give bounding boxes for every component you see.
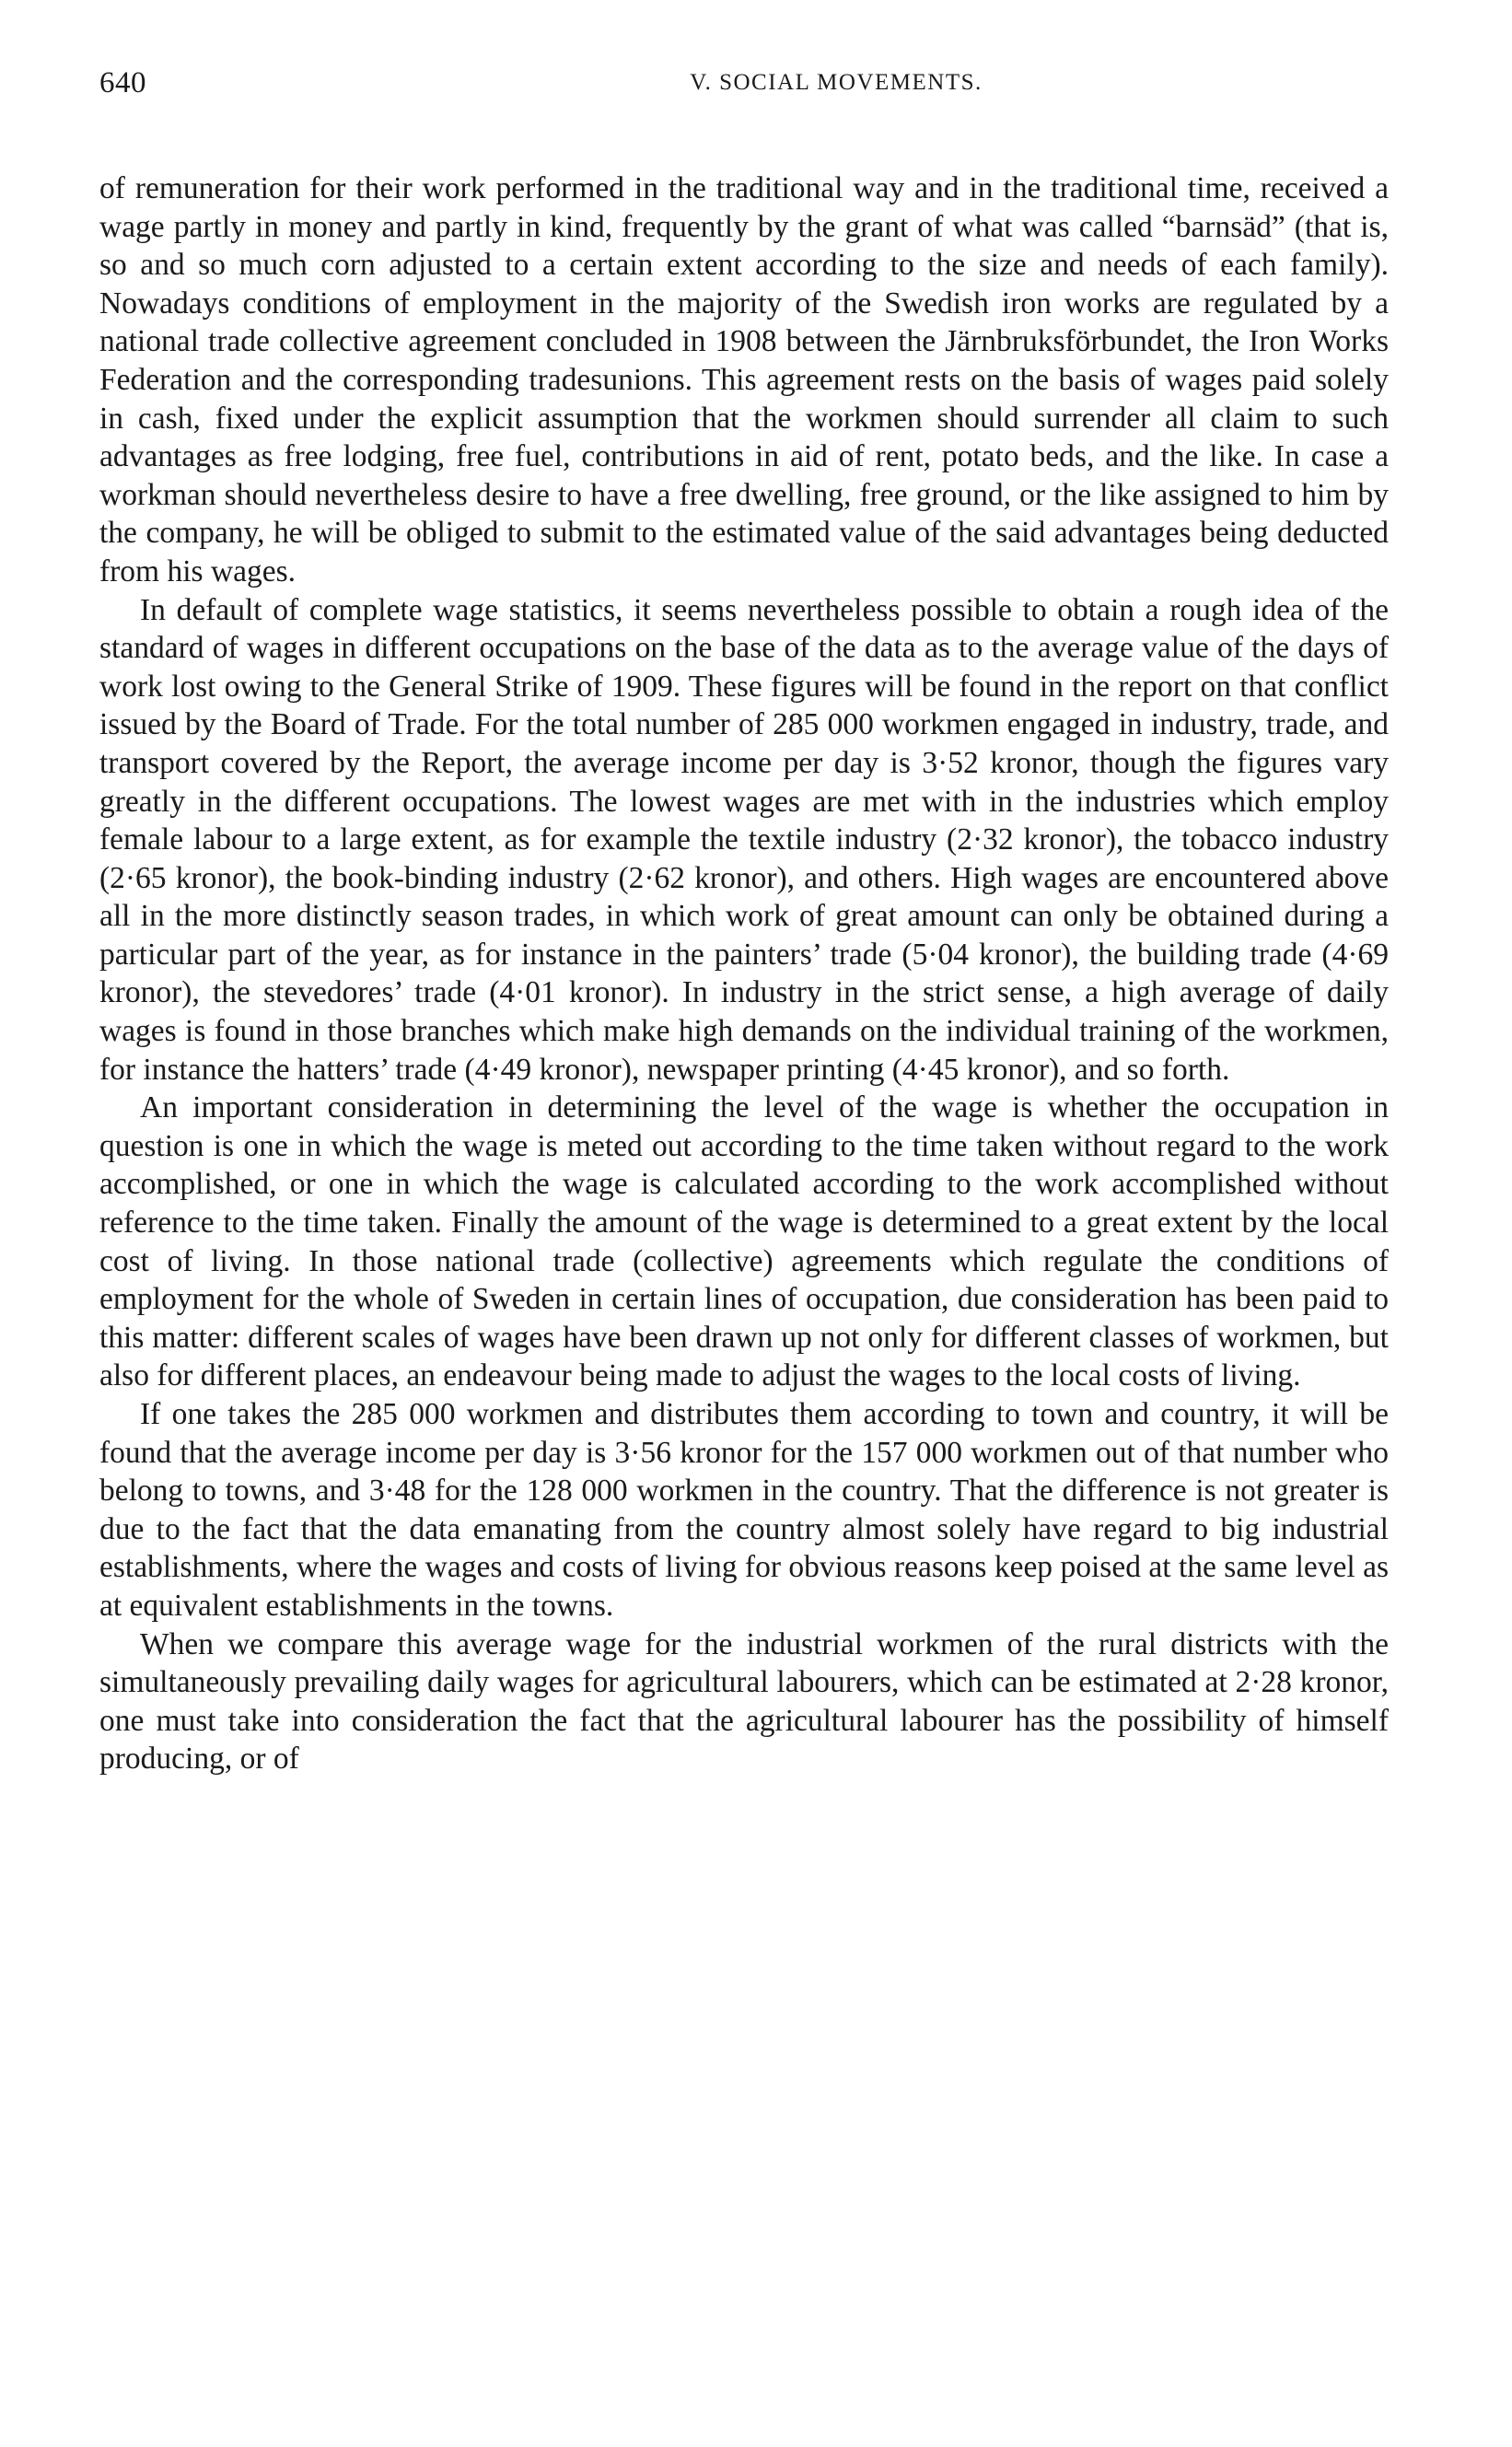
page-number: 640 <box>99 66 146 99</box>
chapter-title: V. SOCIAL MOVEMENTS. <box>690 70 983 95</box>
body-text <box>99 169 1389 1778</box>
paragraph: When we compare this average wage for the industrial workmen of the rural districts with the simultaneously prevailing daily wages for agricultural labourers, which can be estimated at 2·28 kronor, one must take into consideration the fact that the agricultural labourer has the possibility of himself producing, or of <box>99 1626 1389 1777</box>
paragraph: An important consideration in determining the level of the wage is whether the occupation in question is one in which the wage is meted out according to the time taken without regard to the work accomplished, or one in which the wage is calculated according to the work accomplished without reference to the time taken. Finally the amount of the wage is determined to a great extent by the local cost of living. In those national trade (collective) agreements which regulate the conditions of employment for the whole of Sweden in certain lines of occupation, due consideration has been paid to this matter: different scales of wages have been drawn up not only for different classes of workmen, but also for different places, an endeavour being made to adjust the wages to the local costs of living. <box>99 1090 1389 1393</box>
book-page <box>99 66 1389 1778</box>
paragraph: of remuneration for their work performed in the traditional way and in the traditional time, received a wage partly in money and partly in kind, frequently by the grant of what was called “barnsäd” (that is, so and so much corn adjusted to a certain extent according to the size and needs of each family). Nowadays conditions of employment in the majority of the Swedish iron works are regulated by a national trade collective agreement concluded in 1908 between the Järnbruksförbundet, the Iron Works Federation and the corresponding tradesunions. This agreement rests on the basis of wages paid solely in cash, fixed under the explicit assumption that the workmen should surrender all claim to such advantages as free lodging, free fuel, contributions in aid of rent, potato beds, and the like. In case a workman should nevertheless desire to have a free dwelling, free ground, or the like assigned to him by the company, he will be obliged to submit to the estimated value of the said advantages being deducted from his wages. <box>99 171 1389 588</box>
paragraph: If one takes the 285 000 workmen and distributes them according to town and country, it will be found that the average income per day is 3·56 kronor for the 157 000 workmen out of that number who belong to towns, and 3·48 for the 128 000 workmen in the country. That the difference is not greater is due to the fact that the data emanating from the country almost solely have regard to big industrial establishments, where the wages and costs of living for obvious reasons keep poised at the same level as at equivalent establishments in the towns. <box>99 1397 1389 1623</box>
running-header <box>99 66 1389 114</box>
paragraph: In default of complete wage statistics, it seems nevertheless possible to obtain a rough idea of the standard of wages in different occupations on the base of the data as to the average value of the days of work lost owing to the General Strike of 1909. These figures will be found in the report on that conflict issued by the Board of Trade. For the total number of 285 000 workmen engaged in industry, trade, and transport covered by the Report, the average income per day is 3·52 kronor, though the figures vary greatly in the different occupations. The lowest wages are met with in the industries which employ female labour to a large extent, as for example the textile industry (2·32 kronor), the tobacco industry (2·65 kronor), the book-binding industry (2·62 kronor), and others. High wages are encountered above all in the more distinctly season trades, in which work of great amount can only be obtained during a particular part of the year, as for instance in the painters’ trade (5·04 kronor), the building trade (4·69 kronor), the stevedores’ trade (4·01 kronor). In industry in the strict sense, a high average of daily wages is found in those branches which make high demands on the individual training of the workmen, for instance the hatters’ trade (4·49 kronor), newspaper printing (4·45 kronor), and so forth. <box>99 592 1389 1087</box>
